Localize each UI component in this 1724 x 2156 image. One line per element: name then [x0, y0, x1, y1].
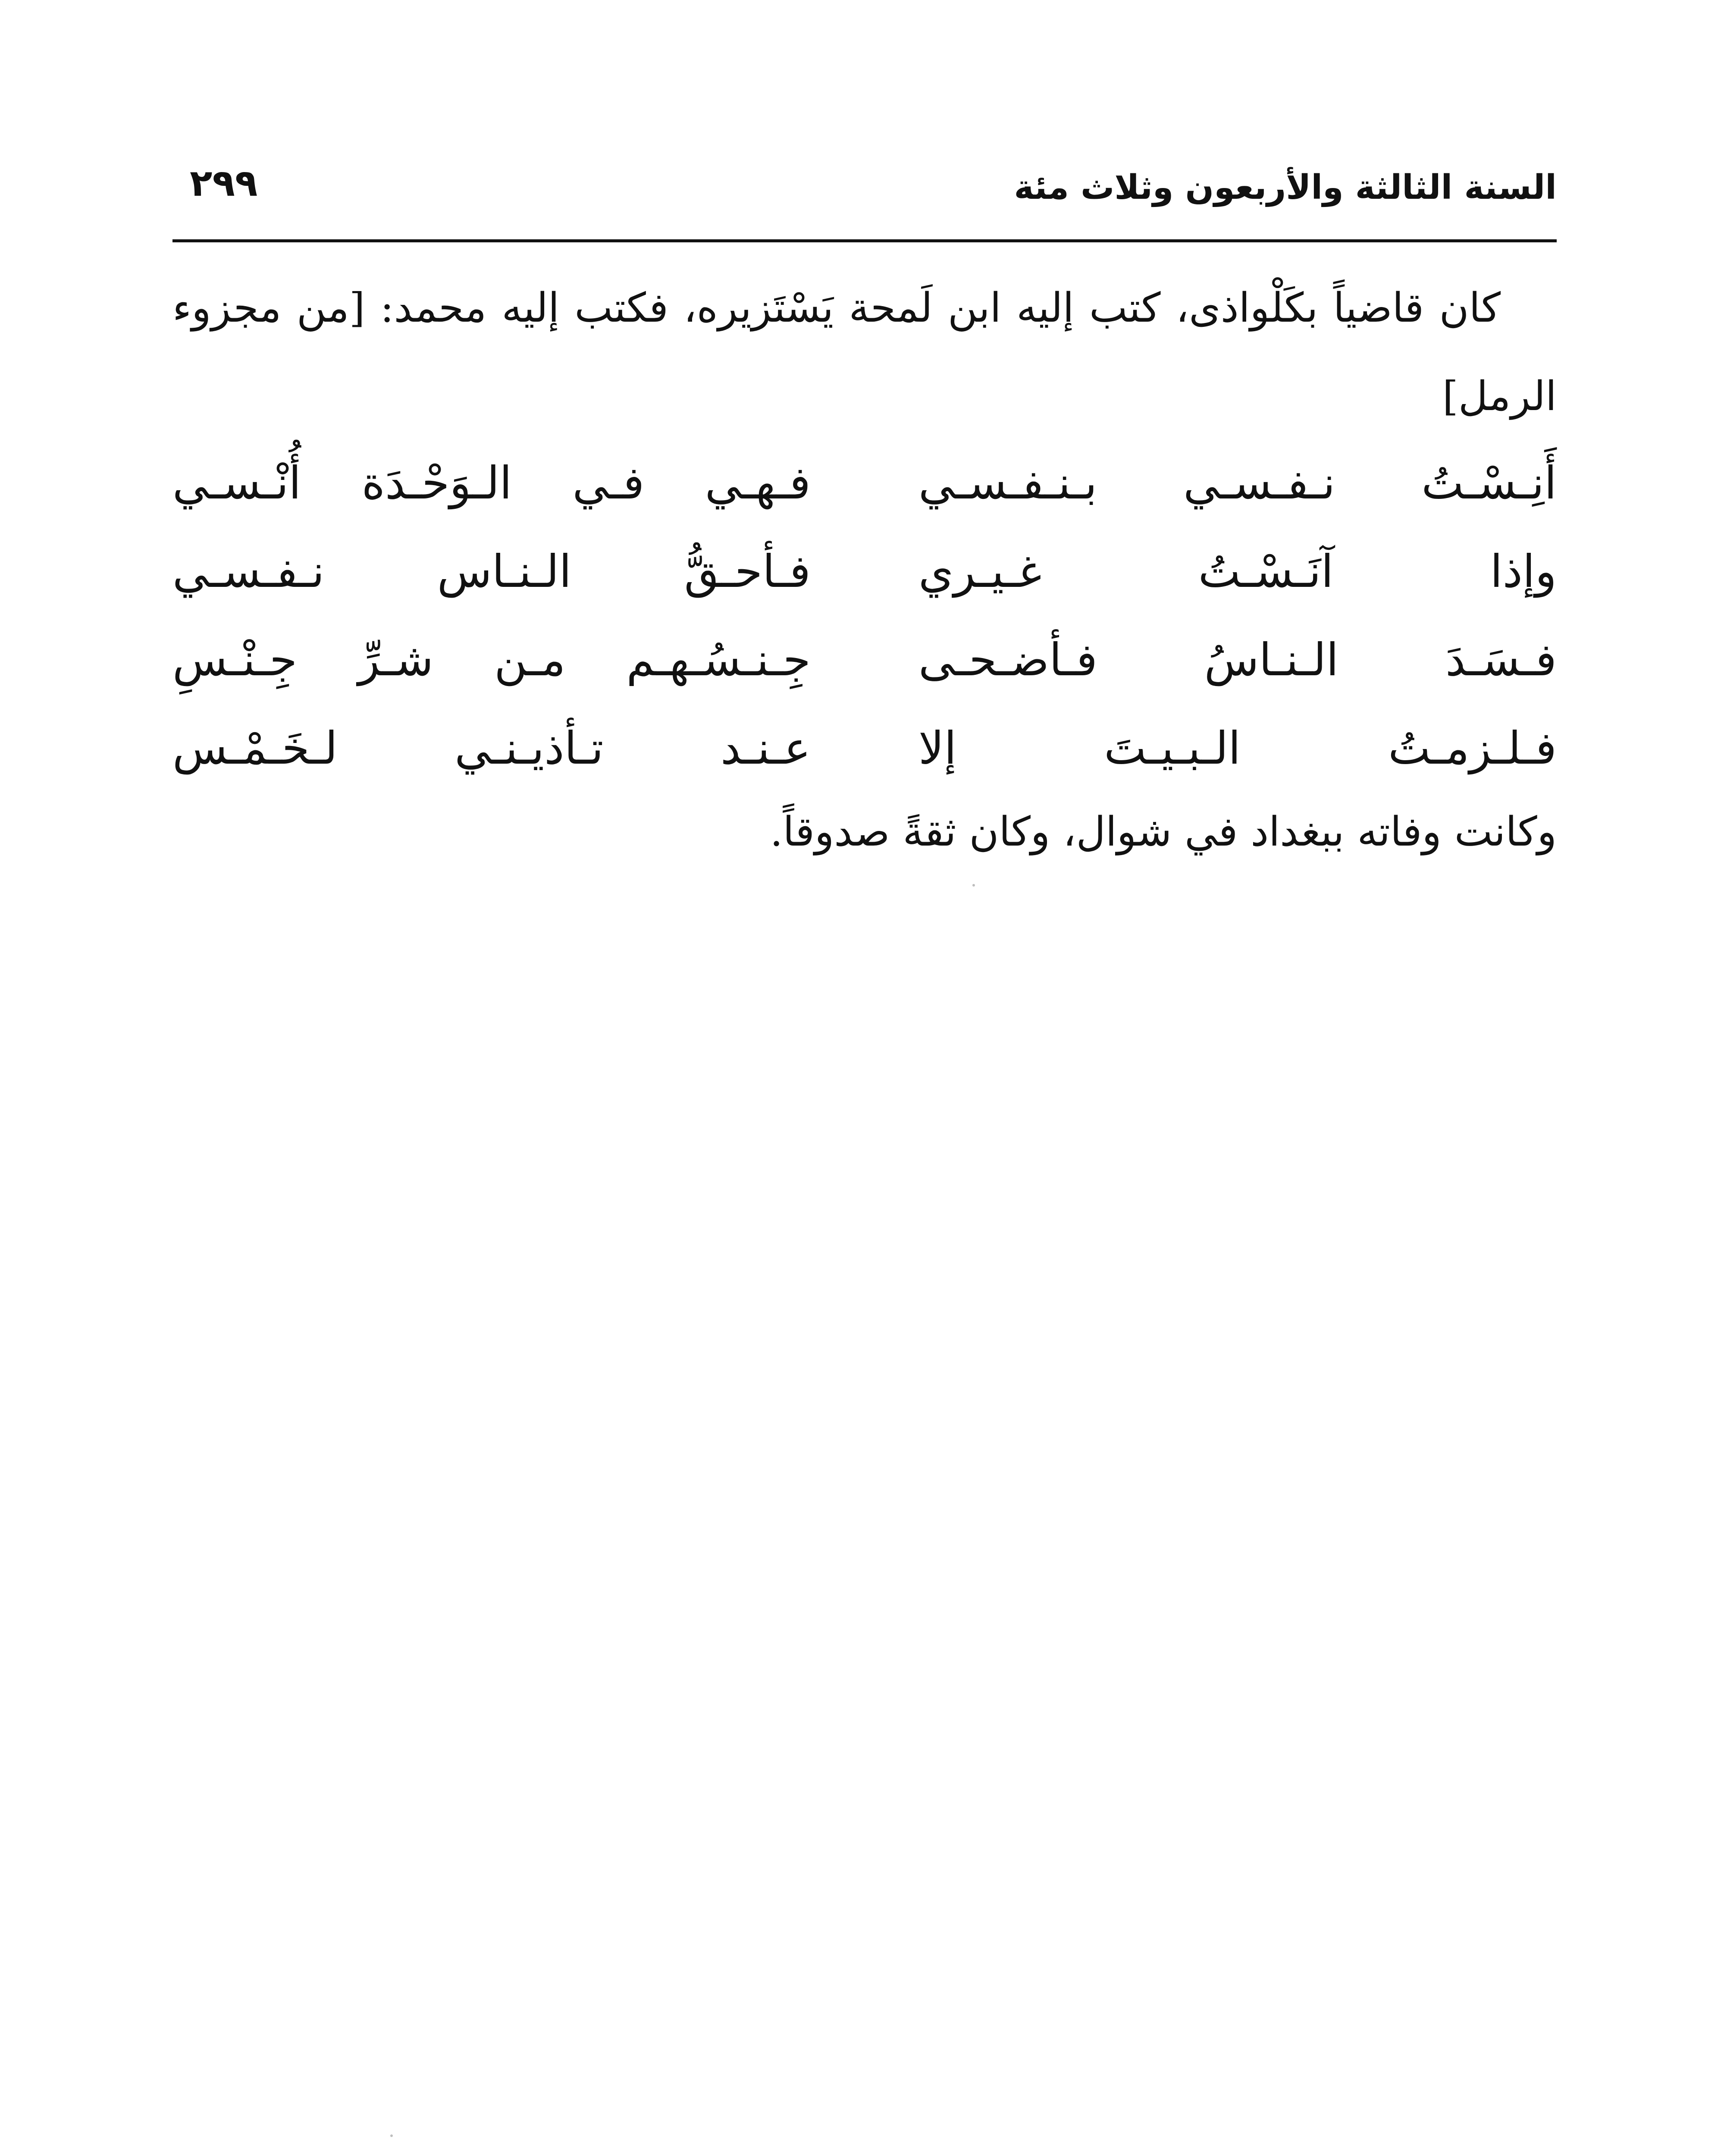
poem	[172, 453, 1557, 806]
running-title: السنة الثالثة والأربعون وثلاث مئة	[1014, 168, 1557, 207]
closing-paragraph: وكانت وفاته ببغداد في شوال، وكان ثقةً صدوقاً.	[770, 808, 1557, 856]
verse-second-hemistich: فـأحـقُّ الـنـاس نـفـسـي	[172, 545, 811, 598]
poem-verse	[172, 453, 1557, 541]
verse-first-hemistich: فـلـزمـتُ الـبـيـتَ إلا	[918, 722, 1557, 774]
page-header	[172, 157, 1557, 218]
poem-verse	[172, 541, 1557, 630]
header-rule	[172, 239, 1557, 242]
intro-paragraph: كان قاضياً بكَلْواذى، كتب إليه ابن لَمحة يَسْتَزيره، فكتب إليه محمد: [من مجزوء	[172, 285, 1501, 332]
poem-verse	[172, 630, 1557, 718]
verse-second-hemistich: جِـنـسُـهـم مـن شـرِّ جِـنْـسِ	[172, 633, 811, 686]
verse-second-hemistich: فـهـي فـي الـوَحْـدَة أُنْـسـي	[172, 457, 811, 509]
scan-speck	[972, 884, 975, 887]
page-number: ٢٩٩	[190, 162, 258, 205]
verse-first-hemistich: فـسَـدَ الـنـاسُ فـأضـحـى	[918, 633, 1557, 686]
scan-speck	[390, 2134, 393, 2137]
poem-verse	[172, 718, 1557, 806]
verse-second-hemistich: عـنـد تـأذيـنـي لـخَـمْـس	[172, 722, 811, 774]
verse-first-hemistich: أَنِـسْـتُ نـفـسـي بـنـفـسـي	[918, 457, 1557, 509]
verse-first-hemistich: وإذا آنَـسْـتُ غـيـري	[918, 545, 1557, 598]
intro-paragraph-continuation: الرمل]	[1442, 373, 1557, 420]
